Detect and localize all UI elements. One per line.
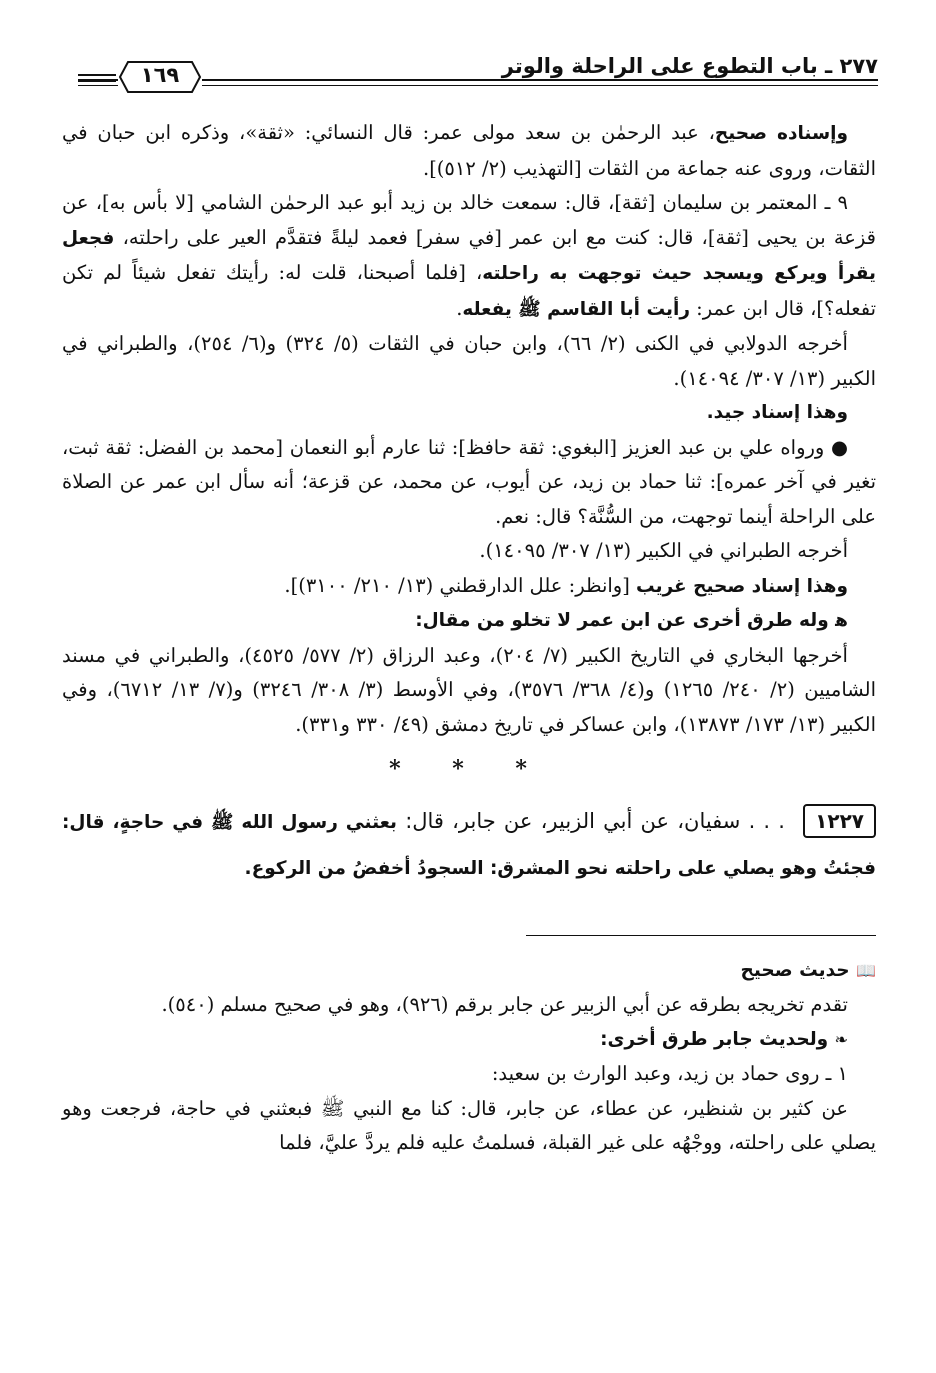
page-number-badge: [118, 60, 202, 94]
bold-text: فجعل يقرأ ويركع ويسجد حيث توجهت به راحلته: [62, 227, 876, 284]
footnote-paragraph: عن كثير بن شنظير، عن عطاء، عن جابر، قال: كنا مع النبي ﷺ فبعثني في حاجة، فرجعت وهو يصلي على راحلته، ووجْهُه على غير القبلة، فسلمتُ عليه فلم يردَّ عليَّ، فلما: [62, 1096, 876, 1154]
paragraph: ● ورواه علي بن عبد العزيز [البغوي: ثقة حافظ]: ثنا عارم أبو النعمان [محمد بن الفضل: ثقة ثبت، تغير في آخر عمره]: ثنا حماد بن زيد، عن أيوب، عن محمد، عن قزعة؛ أنه سأل ابن عمر عن الصلاة على الراحلة أينما توجهت، من السُّنَّة؟ قال: نعم.: [62, 435, 876, 528]
section-divider: * * *: [389, 756, 549, 782]
leaf-icon: ❧: [834, 1029, 848, 1049]
hadith-number: ١٢٢٧: [803, 804, 876, 838]
header-left-lines: [78, 74, 116, 86]
footnote-subheading-text: ولحديث جابر طرق أخرى:: [600, 1028, 829, 1050]
hadith-text: [62, 799, 876, 891]
paragraph: أخرجها البخاري في التاريخ الكبير (٧/ ٢٠٤)، وعبد الرزاق (٢/ ٥٧٧/ ٤٥٢٥)، والطبراني في مسند الشاميين (٢/ ٢٤٠/ ١٢٦٥) و(٤/ ٣٦٨/ ٣٥٧٦)، وفي الأوسط (٣/ ٣٠٨/ ٣٢٤٦) و(٧/ ١٣/ ٦٧١٢)، وفي الكبير (١٣/ ١٧٣/ ١٣٨٧٣)، وابن عساكر في تاريخ دمشق (٤٩/ ٣٣٠ و٣٣١).: [62, 643, 877, 736]
text-run: ، عبد الرحمٰن بن سعد مولى عمر: قال النسائي: «ثقة»، وذكره ابن حبان في الثقات، وروى عنه جماعة من الثقات [التهذيب (٢/ ٥١٢)].: [62, 121, 876, 180]
text-run: ٩ ـ المعتمر بن سليمان [ثقة]، قال: سمعت خالد بن زيد أبو عبد الرحمٰن الشامي [لا بأس به]، عن قزعة بن يحيى [ثقة]، قال: كنت مع ابن عمر [في سفر] فعمد ليلةً فتقدَّم العير على راحلته،: [62, 191, 876, 249]
footnote-paragraph: تقدم تخريجه بطرقه عن أبي الزبير عن جابر برقم (٩٢٦)، وهو في صحيح مسلم (٥٤٠).: [161, 993, 848, 1016]
paragraph: [62, 186, 876, 327]
main-text: [62, 116, 876, 1161]
text-run: .: [456, 296, 463, 320]
text-run: [وانظر: علل الدارقطني (١٣/ ٢١٠/ ٣١٠٠)].: [284, 573, 637, 597]
footnote-separator: [526, 935, 876, 936]
bold-text: بعثني رسول الله ﷺ في حاجةٍ، قال: فجئتُ وهو يصلي على راحلته نحو المشرق: السجودُ أخفضُ من الركوع.: [62, 811, 876, 879]
bold-text: وإسناده صحيح: [714, 123, 849, 144]
paragraph: أخرجه الطبراني في الكبير (١٣/ ٣٠٧/ ١٤٠٩٥).: [479, 539, 848, 562]
book-icon: 📖: [856, 960, 876, 980]
hadith-body: [62, 809, 876, 879]
paragraph-heading: وهذا إسناد جيد.: [706, 402, 848, 423]
footnote-heading: [62, 954, 876, 989]
footnote-subheading: [62, 1023, 876, 1058]
paragraph: [62, 116, 876, 186]
paragraph: أخرجه الدولابي في الكنى (٢/ ٦٦)، وابن حبان في الثقات (٥/ ٣٢٤) و(٦/ ٢٥٤)، والطبراني في الكبير (١٣/ ٣٠٧/ ١٤٠٩٤).: [62, 332, 876, 390]
footnote-heading-text: حديث صحيح: [740, 959, 850, 981]
paragraph-heading: ﻫ وله طرق أخرى عن ابن عمر لا تخلو من مقال:: [415, 610, 848, 631]
page-number: ١٦٩: [140, 63, 180, 87]
text-run: . . . سفيان، عن أبي الزبير، عن جابر، قال:: [397, 808, 794, 833]
page-header: [78, 50, 878, 100]
bold-text: رأيت أبا القاسم ﷺ يفعله: [462, 298, 690, 320]
running-title: ٢٧٧ ـ باب التطوع على الراحلة والوتر: [501, 54, 878, 78]
footnote-paragraph: ١ ـ روى حماد بن زيد، وعبد الوارث بن سعيد:: [491, 1062, 848, 1085]
bold-text: وهذا إسناد صحيح غريب: [636, 575, 848, 597]
paragraph: [62, 569, 876, 605]
text-run: ، [فلما أصبحنا، قلت له: رأيتك تفعل شيئاً لم تكن تفعله؟]، قال ابن عمر:: [62, 261, 876, 320]
